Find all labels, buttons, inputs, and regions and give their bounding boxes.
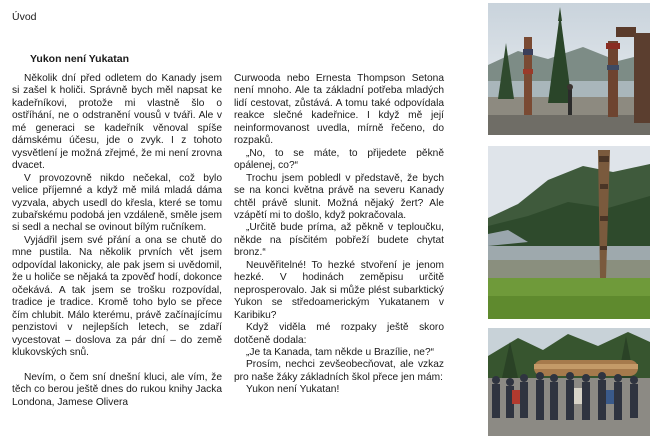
paragraph: „Je ta Kanada, tam někde u Brazílie, ne?“ xyxy=(246,346,435,358)
paragraph: Několik dní před odletem do Kanady jsem si zašel k holiči. Správně bych měl napsat ke kadeřníkovi, protože mi vlastně šlo o ostříhání, ne o odstranění vousů v tváři. Ale v mé generaci se kadeřník věnoval spíše dámskému účesu, jde o zvyk. I z tohoto vysvětlení je možná zřejmé, že mi není zrovna dvacet. xyxy=(12,73,222,172)
paragraph: Vyjádřil jsem své přání a ona se chutě do mne pustila. Na několik prvních vět jsem odpovídal lakonicky, ale pak jsem si uvědomil, že u holiče se nějaká ta zpověď hodí, dokonce očekává. A tak jsem se trošku rozpovídal, tradice je tradice. Kromě toho bylo se přece čím chlubit. Málo kterému, právě začínajícímu penzistovi v nejlepších letech, se zdaří vycestovat – doslova za pár dní – do země klukovských snů. xyxy=(12,234,222,358)
text-column-right xyxy=(234,73,444,397)
paragraph: V provozovně nikdo nečekal, což bylo velice příjemné a když mě milá mladá dáma vyzvala, abych usedl do křesla, které se tomu zubařskému podobá jen vzdáleně, směle jsem si sedl a nechal se ovinout bílým ručníkem. xyxy=(12,172,222,234)
paragraph: „No, to se máte, to přijedete pěkně opálenej, co?“ xyxy=(234,147,444,172)
paragraph: Neuvěřitelné! To hezké stvoření je jenom hezké. V hodinách zeměpisu určitě neprosperovalo. Jak si může plést subarktický Yukon se středoamerickým Yukatanem v Karibiku? xyxy=(234,259,444,321)
log-carrying-group-photo xyxy=(488,328,650,436)
paragraph: Když viděla mé rozpaky ještě skoro dotčeně dodala: xyxy=(234,322,444,346)
totem-poles-photo xyxy=(488,3,650,135)
totem-mountain-photo xyxy=(488,146,650,319)
section-label: Úvod xyxy=(12,11,37,23)
text-column-left xyxy=(12,73,222,422)
paragraph: Nevím, o čem sní dnešní kluci, ale vím, že těch co berou ještě dnes do rukou knihy Jacka Londona, Jamese Olivera xyxy=(12,371,222,408)
paragraph: Prosím, nechci zevšeobecňovat, ale vzkaz pro naše žáky základních škol přece jen mám: xyxy=(234,359,444,383)
paragraph: Trochu jsem pobledl v představě, že bych se na konci května právě na severu Kanady chtěl právě slunit. Možná nějaký žert? Ale vzápětí mi to došlo, když pokračovala. xyxy=(234,172,444,221)
paragraph: „Určitě bude príma, až pěkně v teploučku, někde na písčitém pobřeží budete chytat bronz.“ xyxy=(234,222,444,259)
paragraph: Curwooda nebo Ernesta Thompson Setona není mnoho. Ale ta základní potřeba mladých lidí cestovat, zůstává. A tomu také odpovídala reakce slečné kadeřnice. I když mě její neinformovanost uvedla, mírně řečeno, do rozpaků. xyxy=(234,73,444,147)
article-title: Yukon není Yukatan xyxy=(30,53,130,65)
paragraph: Yukon není Yukatan! xyxy=(246,384,340,396)
